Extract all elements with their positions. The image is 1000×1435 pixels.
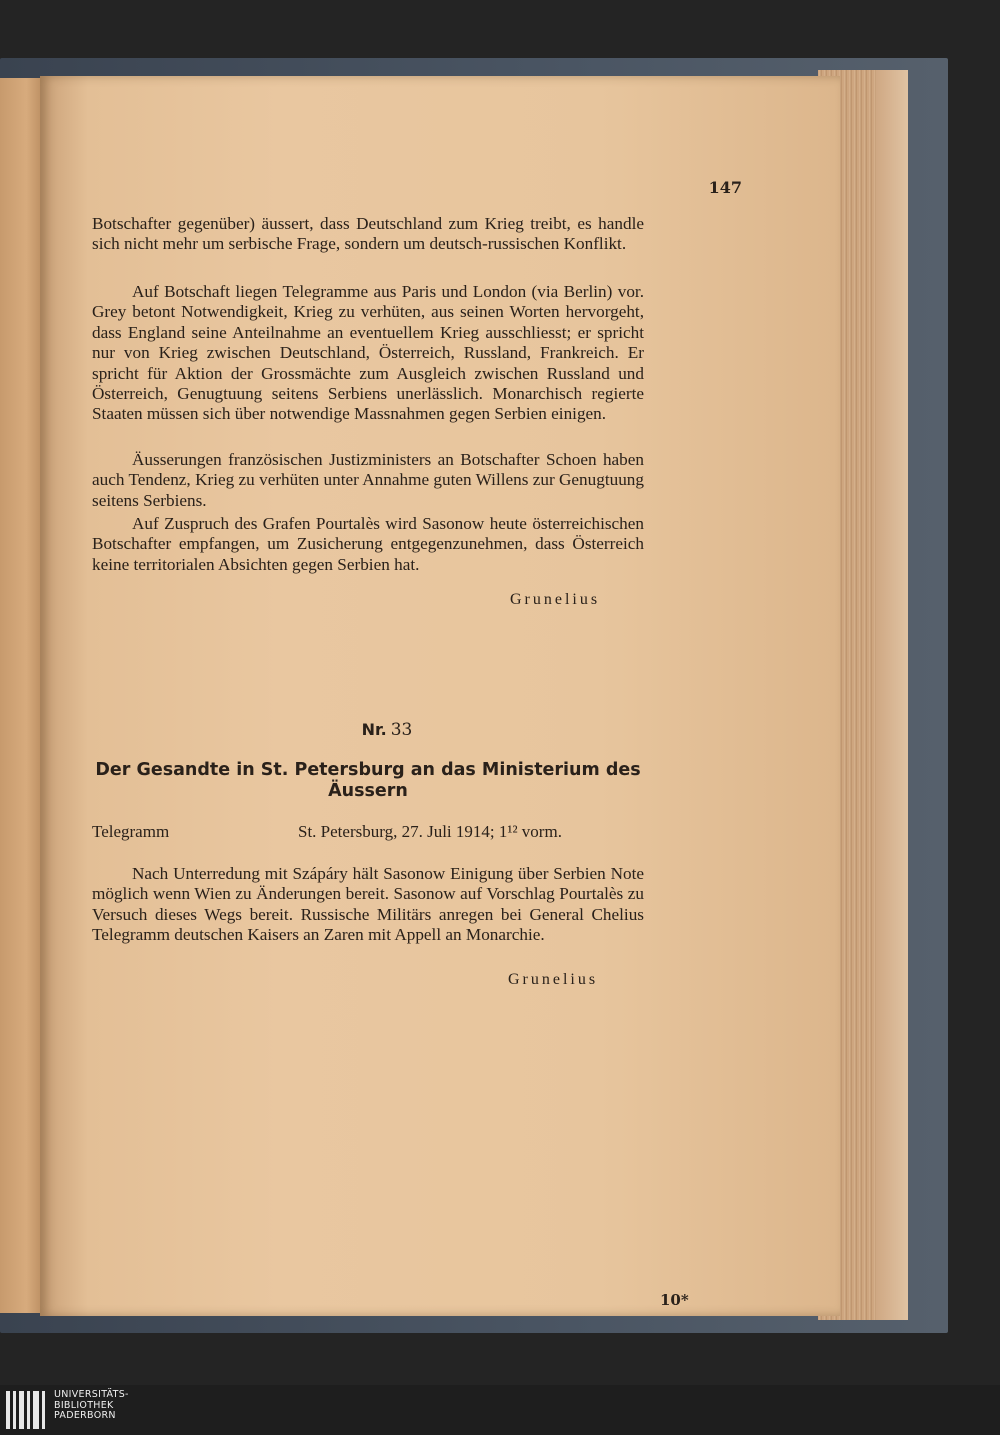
library-name-line-1: UNIVERSITÄTS- [54, 1389, 129, 1400]
library-name-line-2: BIBLIOTHEK [54, 1399, 114, 1411]
document-title [92, 760, 644, 802]
page-number: 147 [708, 178, 742, 197]
document-number-label: Nr. [361, 720, 387, 739]
signature-1: Grunelius [510, 591, 601, 608]
sheet-mark: 10* [660, 1291, 689, 1309]
document-number [312, 720, 462, 740]
telegram-place-date: St. Petersburg, 27. Juli 1914; 1¹² vorm. [298, 822, 562, 841]
paragraph-3: Äusserungen französischen Justizministers an Botschafter Schoen haben auch Tendenz, Krieg zu verhüten unter Annahme guten Willens zur Genugtuung seitens Serbiens. [92, 450, 644, 510]
library-name-line-3: PADERBORN [54, 1410, 116, 1421]
library-barcode-logo-icon [6, 1391, 46, 1429]
telegram-text: Nach Unterredung mit Szápáry hält Sasonow Einigung über Serbien Note möglich wenn Wien zu Änderungen bereit. Sasonow auf Vorschlag Pourtalès zu Versuch dieses Wegs bereit. Russische Militärs anregen bei General Chelius Telegramm deutschen Kaisers an Zaren mit Appell an Monarchie. [92, 864, 644, 945]
document-number-value: 33 [390, 720, 413, 740]
document-title-line-1: Der Gesandte in St. Petersburg an das Ministerium des [95, 760, 641, 780]
telegram-type: Telegramm [92, 822, 170, 841]
book-page [40, 76, 840, 1316]
library-footer [0, 1385, 1000, 1435]
paragraph-1: Botschafter gegenüber) äussert, dass Deutschland zum Krieg treibt, es handle sich nicht mehr um serbische Frage, sondern um deutsch-russischen Konflikt. [92, 214, 644, 254]
signature-2: Grunelius [508, 971, 599, 988]
left-page-edge [0, 78, 44, 1313]
paragraph-4: Auf Zuspruch des Grafen Pourtalès wird Sasonow heute österreichischen Botschafter empfangen, um Zusicherung entgegenzunehmen, dass Österreich keine territorialen Absichten gegen Serbien hat. [92, 514, 644, 574]
paragraph-2: Auf Botschaft liegen Telegramme aus Paris und London (via Berlin) vor. Grey betont Notwendigkeit, Krieg zu verhüten, aus seinen Worten hervorgeht, dass England seine Anteilnahme an eventuellem Krieg ausschliesst; er spricht nur von Krieg zwischen Deutschland, Österreich, Russland, Frankreich. Er spricht für Aktion der Grossmächte zum Ausgleich zwischen Russland und Österreich, Genugtuung seitens Serbiens unerlässlich. Monarchisch regierte Staaten müssen sich über notwendige Massnahmen gegen Serbien einigen. [92, 282, 644, 424]
library-name [54, 1390, 129, 1422]
document-title-line-2: Äussern [328, 781, 408, 801]
